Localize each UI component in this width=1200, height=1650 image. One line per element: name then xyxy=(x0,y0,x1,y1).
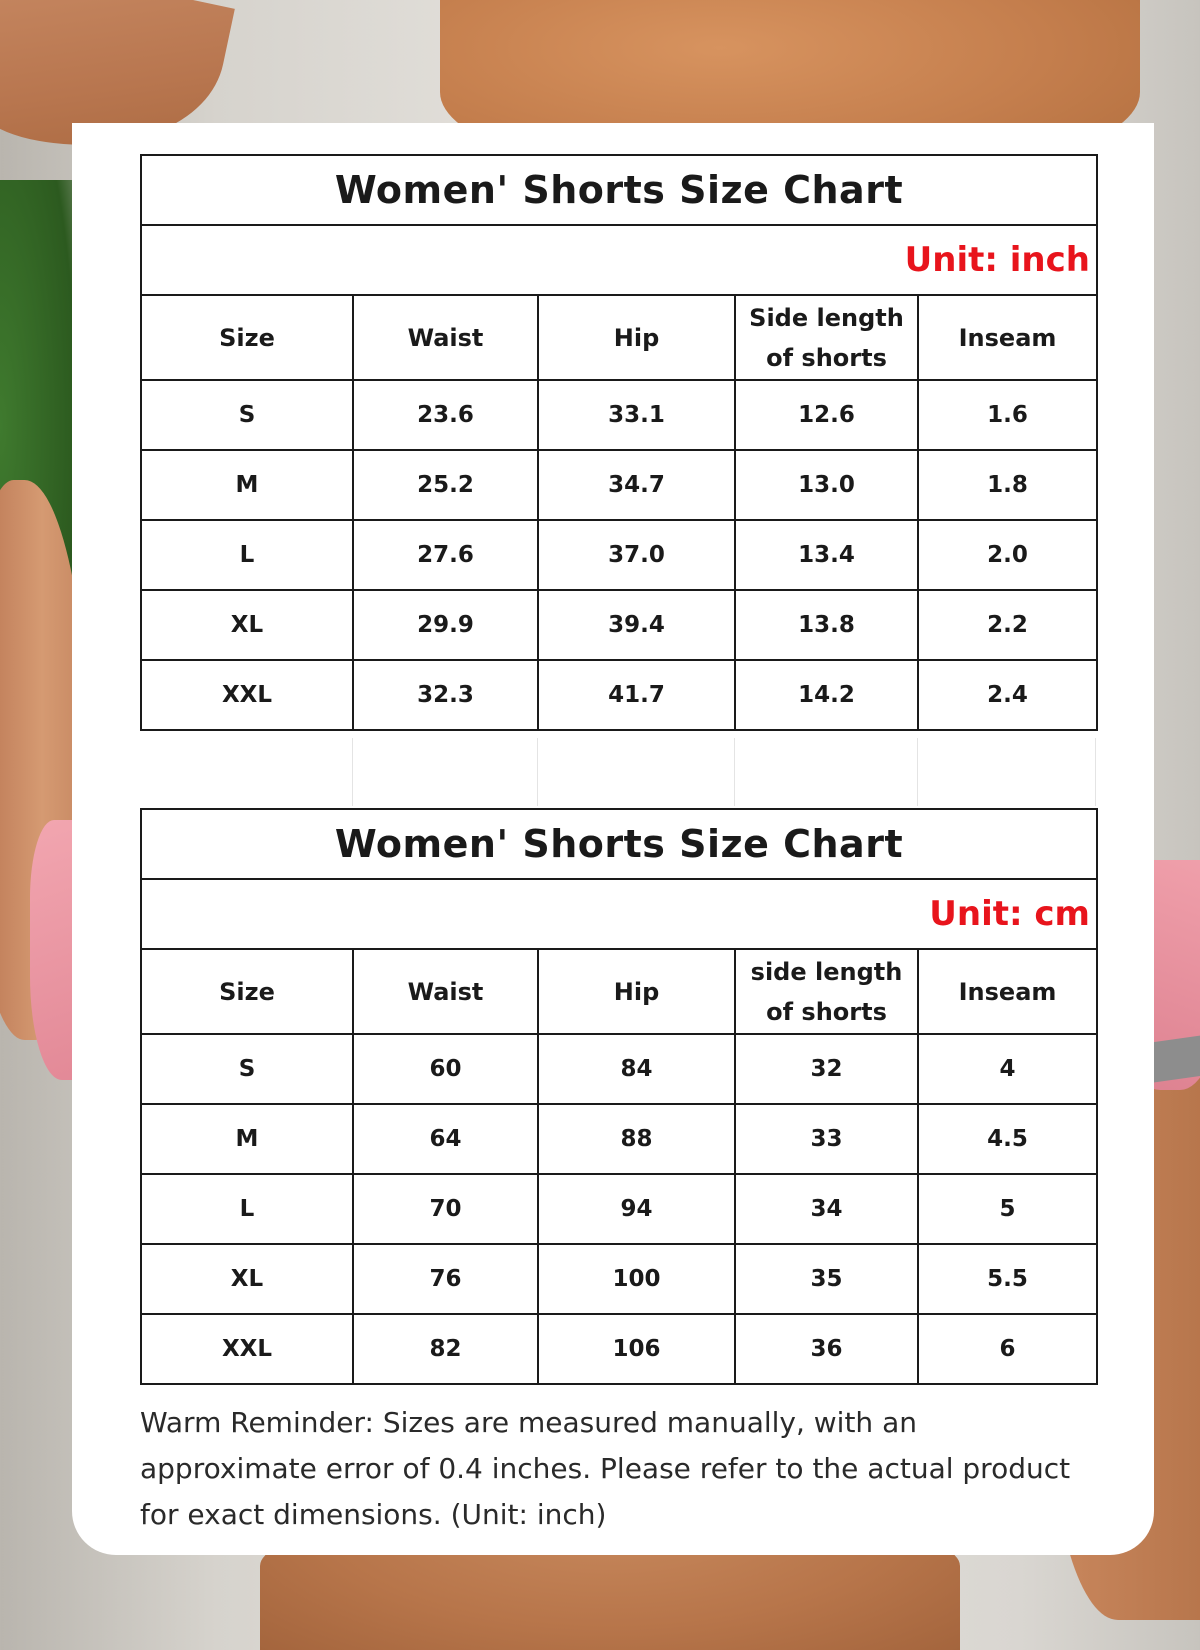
warm-reminder-note: Warm Reminder: Sizes are measured manually, with an approximate error of 0.4 inches. Please refer to the actual product for exact dimensions. (Unit: inch) xyxy=(140,1406,1071,1531)
unit-label: Unit: cm xyxy=(141,879,1097,949)
header-size: Size xyxy=(141,949,353,1034)
cell-inseam: 5 xyxy=(918,1174,1097,1244)
size-chart-table-cm xyxy=(140,808,1098,1385)
cell-side-length: 13.4 xyxy=(735,520,918,590)
header-waist: Waist xyxy=(353,949,538,1034)
cell-inseam: 2.2 xyxy=(918,590,1097,660)
cell-side-length: 35 xyxy=(735,1244,918,1314)
cell-hip: 39.4 xyxy=(538,590,735,660)
table-row xyxy=(141,380,1097,450)
cell-waist: 70 xyxy=(353,1174,538,1244)
table-row xyxy=(141,1034,1097,1104)
cell-hip: 33.1 xyxy=(538,380,735,450)
header-row xyxy=(141,295,1097,380)
cell-hip: 106 xyxy=(538,1314,735,1384)
cell-inseam: 5.5 xyxy=(918,1244,1097,1314)
cell-size: M xyxy=(141,1104,353,1174)
cell-waist: 60 xyxy=(353,1034,538,1104)
cell-size: XL xyxy=(141,1244,353,1314)
header-side-length: side length of shorts xyxy=(735,949,918,1034)
table-title: Women' Shorts Size Chart xyxy=(141,155,1097,225)
header-hip: Hip xyxy=(538,295,735,380)
table-row xyxy=(141,450,1097,520)
cell-waist: 76 xyxy=(353,1244,538,1314)
cell-side-length: 14.2 xyxy=(735,660,918,730)
cell-side-length: 34 xyxy=(735,1174,918,1244)
cell-inseam: 1.8 xyxy=(918,450,1097,520)
cell-size: L xyxy=(141,520,353,590)
cell-hip: 41.7 xyxy=(538,660,735,730)
cell-inseam: 1.6 xyxy=(918,380,1097,450)
cell-size: S xyxy=(141,1034,353,1104)
table-row xyxy=(141,590,1097,660)
header-waist: Waist xyxy=(353,295,538,380)
table-spacer xyxy=(140,738,1096,806)
cell-hip: 34.7 xyxy=(538,450,735,520)
cell-hip: 100 xyxy=(538,1244,735,1314)
cell-side-length: 33 xyxy=(735,1104,918,1174)
table-row xyxy=(141,1244,1097,1314)
cell-waist: 23.6 xyxy=(353,380,538,450)
table-row xyxy=(141,1174,1097,1244)
cell-hip: 88 xyxy=(538,1104,735,1174)
header-side-length: Side length of shorts xyxy=(735,295,918,380)
cell-size: XXL xyxy=(141,1314,353,1384)
cell-side-length: 13.0 xyxy=(735,450,918,520)
size-chart-table-inch xyxy=(140,154,1098,731)
header-row xyxy=(141,949,1097,1034)
table-row xyxy=(141,660,1097,730)
cell-waist: 27.6 xyxy=(353,520,538,590)
cell-inseam: 2.4 xyxy=(918,660,1097,730)
header-size: Size xyxy=(141,295,353,380)
cell-inseam: 4.5 xyxy=(918,1104,1097,1174)
table-row xyxy=(141,520,1097,590)
cell-side-length: 12.6 xyxy=(735,380,918,450)
table-row xyxy=(141,1314,1097,1384)
cell-size: S xyxy=(141,380,353,450)
cell-size: XXL xyxy=(141,660,353,730)
header-hip: Hip xyxy=(538,949,735,1034)
cell-side-length: 13.8 xyxy=(735,590,918,660)
cell-size: M xyxy=(141,450,353,520)
cell-hip: 84 xyxy=(538,1034,735,1104)
cell-waist: 29.9 xyxy=(353,590,538,660)
cell-side-length: 36 xyxy=(735,1314,918,1384)
cell-inseam: 2.0 xyxy=(918,520,1097,590)
unit-label: Unit: inch xyxy=(141,225,1097,295)
cell-waist: 82 xyxy=(353,1314,538,1384)
header-inseam: Inseam xyxy=(918,949,1097,1034)
table-title: Women' Shorts Size Chart xyxy=(141,809,1097,879)
cell-size: XL xyxy=(141,590,353,660)
cell-waist: 25.2 xyxy=(353,450,538,520)
cell-hip: 37.0 xyxy=(538,520,735,590)
cell-inseam: 4 xyxy=(918,1034,1097,1104)
cell-size: L xyxy=(141,1174,353,1244)
cell-waist: 32.3 xyxy=(353,660,538,730)
cell-inseam: 6 xyxy=(918,1314,1097,1384)
cell-side-length: 32 xyxy=(735,1034,918,1104)
cell-hip: 94 xyxy=(538,1174,735,1244)
table-row xyxy=(141,1104,1097,1174)
cell-waist: 64 xyxy=(353,1104,538,1174)
header-inseam: Inseam xyxy=(918,295,1097,380)
